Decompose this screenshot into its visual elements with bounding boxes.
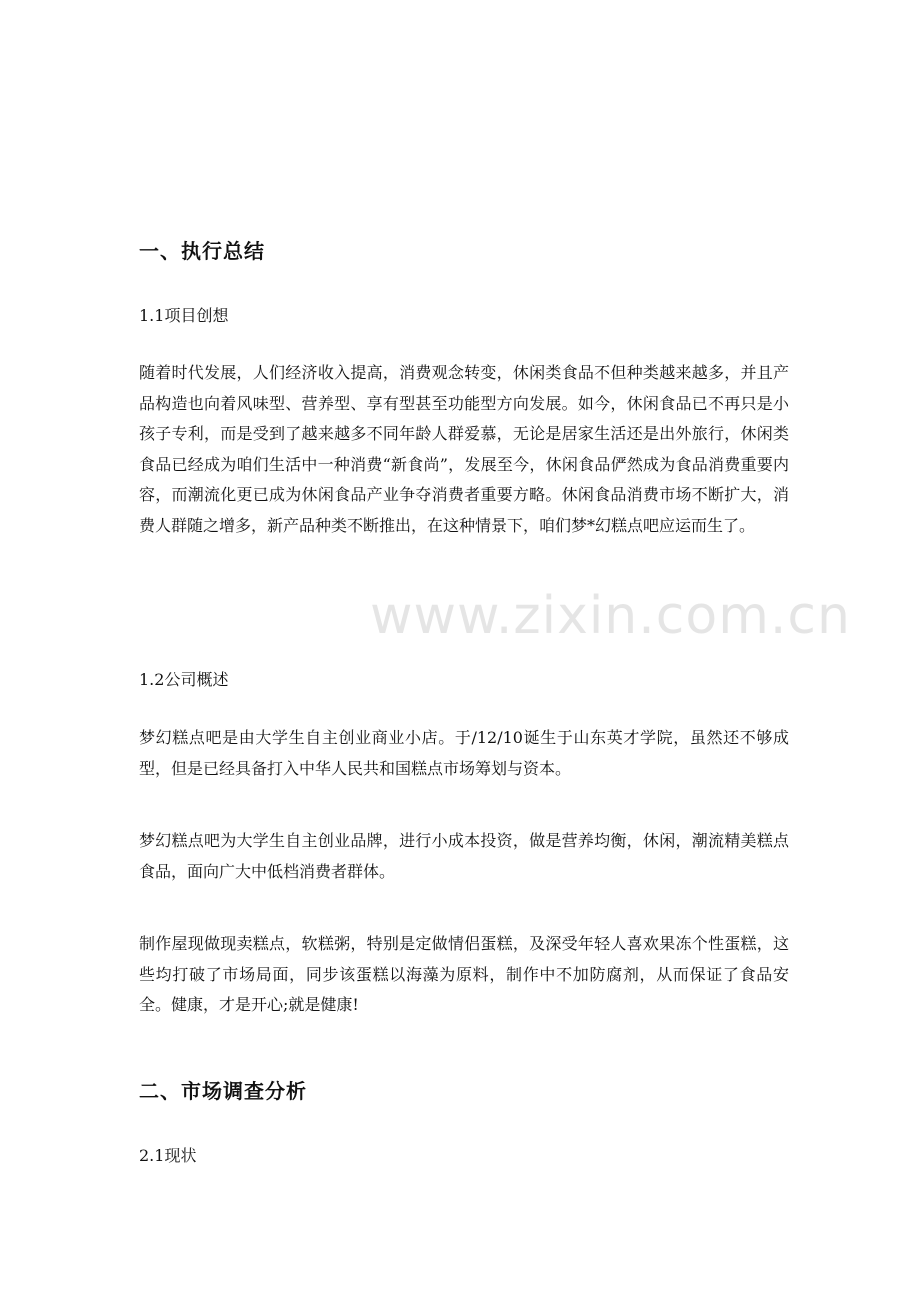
paragraph-company-overview-3: 制作屋现做现卖糕点，软糕粥，特别是定做情侣蛋糕，及深受年轻人喜欢果冻个性蛋糕，这些均打破了市场局面，同步该蛋糕以海藻为原料，制作中不加防腐剂，从而保证了食品安全。健康，才是开心;就是健康!: [139, 934, 789, 1015]
section-heading-executive-summary: 一、执行总结: [139, 239, 265, 263]
paragraph-company-overview-1: 梦幻糕点吧是由大学生自主创业商业小店。于/12/10诞生于山东英才学院，虽然还不够成型，但是已经具备打入中华人民共和国糕点市场筹划与资本。: [139, 728, 789, 778]
paragraph-project-idea: 随着时代发展，人们经济收入提高，消费观念转变，休闲类食品不但种类越来越多，并且产品构造也向着风味型、营养型、享有型甚至功能型方向发展。如今，休闲食品已不再只是小孩子专利，而是受到了越来越多不同年龄人群爱慕，无论是居家生活还是出外旅行，休闲类食品已经成为咱们生活中一种消费“新食尚”，发展至今，休闲食品俨然成为食品消费重要内容，而潮流化更已成为休闲食品产业争夺消费者重要方略。休闲食品消费市场不断扩大，消费人群随之增多，新产品种类不断推出，在这种情景下，咱们梦*幻糕点吧应运而生了。: [139, 363, 789, 535]
subheading-project-idea: 1.1项目创想: [139, 306, 229, 325]
subheading-current-status: 2.1现状: [139, 1146, 197, 1165]
subheading-company-overview: 1.2公司概述: [139, 670, 229, 689]
paragraph-company-overview-2: 梦幻糕点吧为大学生自主创业品牌，进行小成本投资，做是营养均衡，休闲，潮流精美糕点食品，面向广大中低档消费者群体。: [139, 831, 789, 881]
watermark-text: www.zixin.com.cn: [370, 586, 851, 646]
section-heading-market-analysis: 二、市场调查分析: [139, 1079, 307, 1103]
